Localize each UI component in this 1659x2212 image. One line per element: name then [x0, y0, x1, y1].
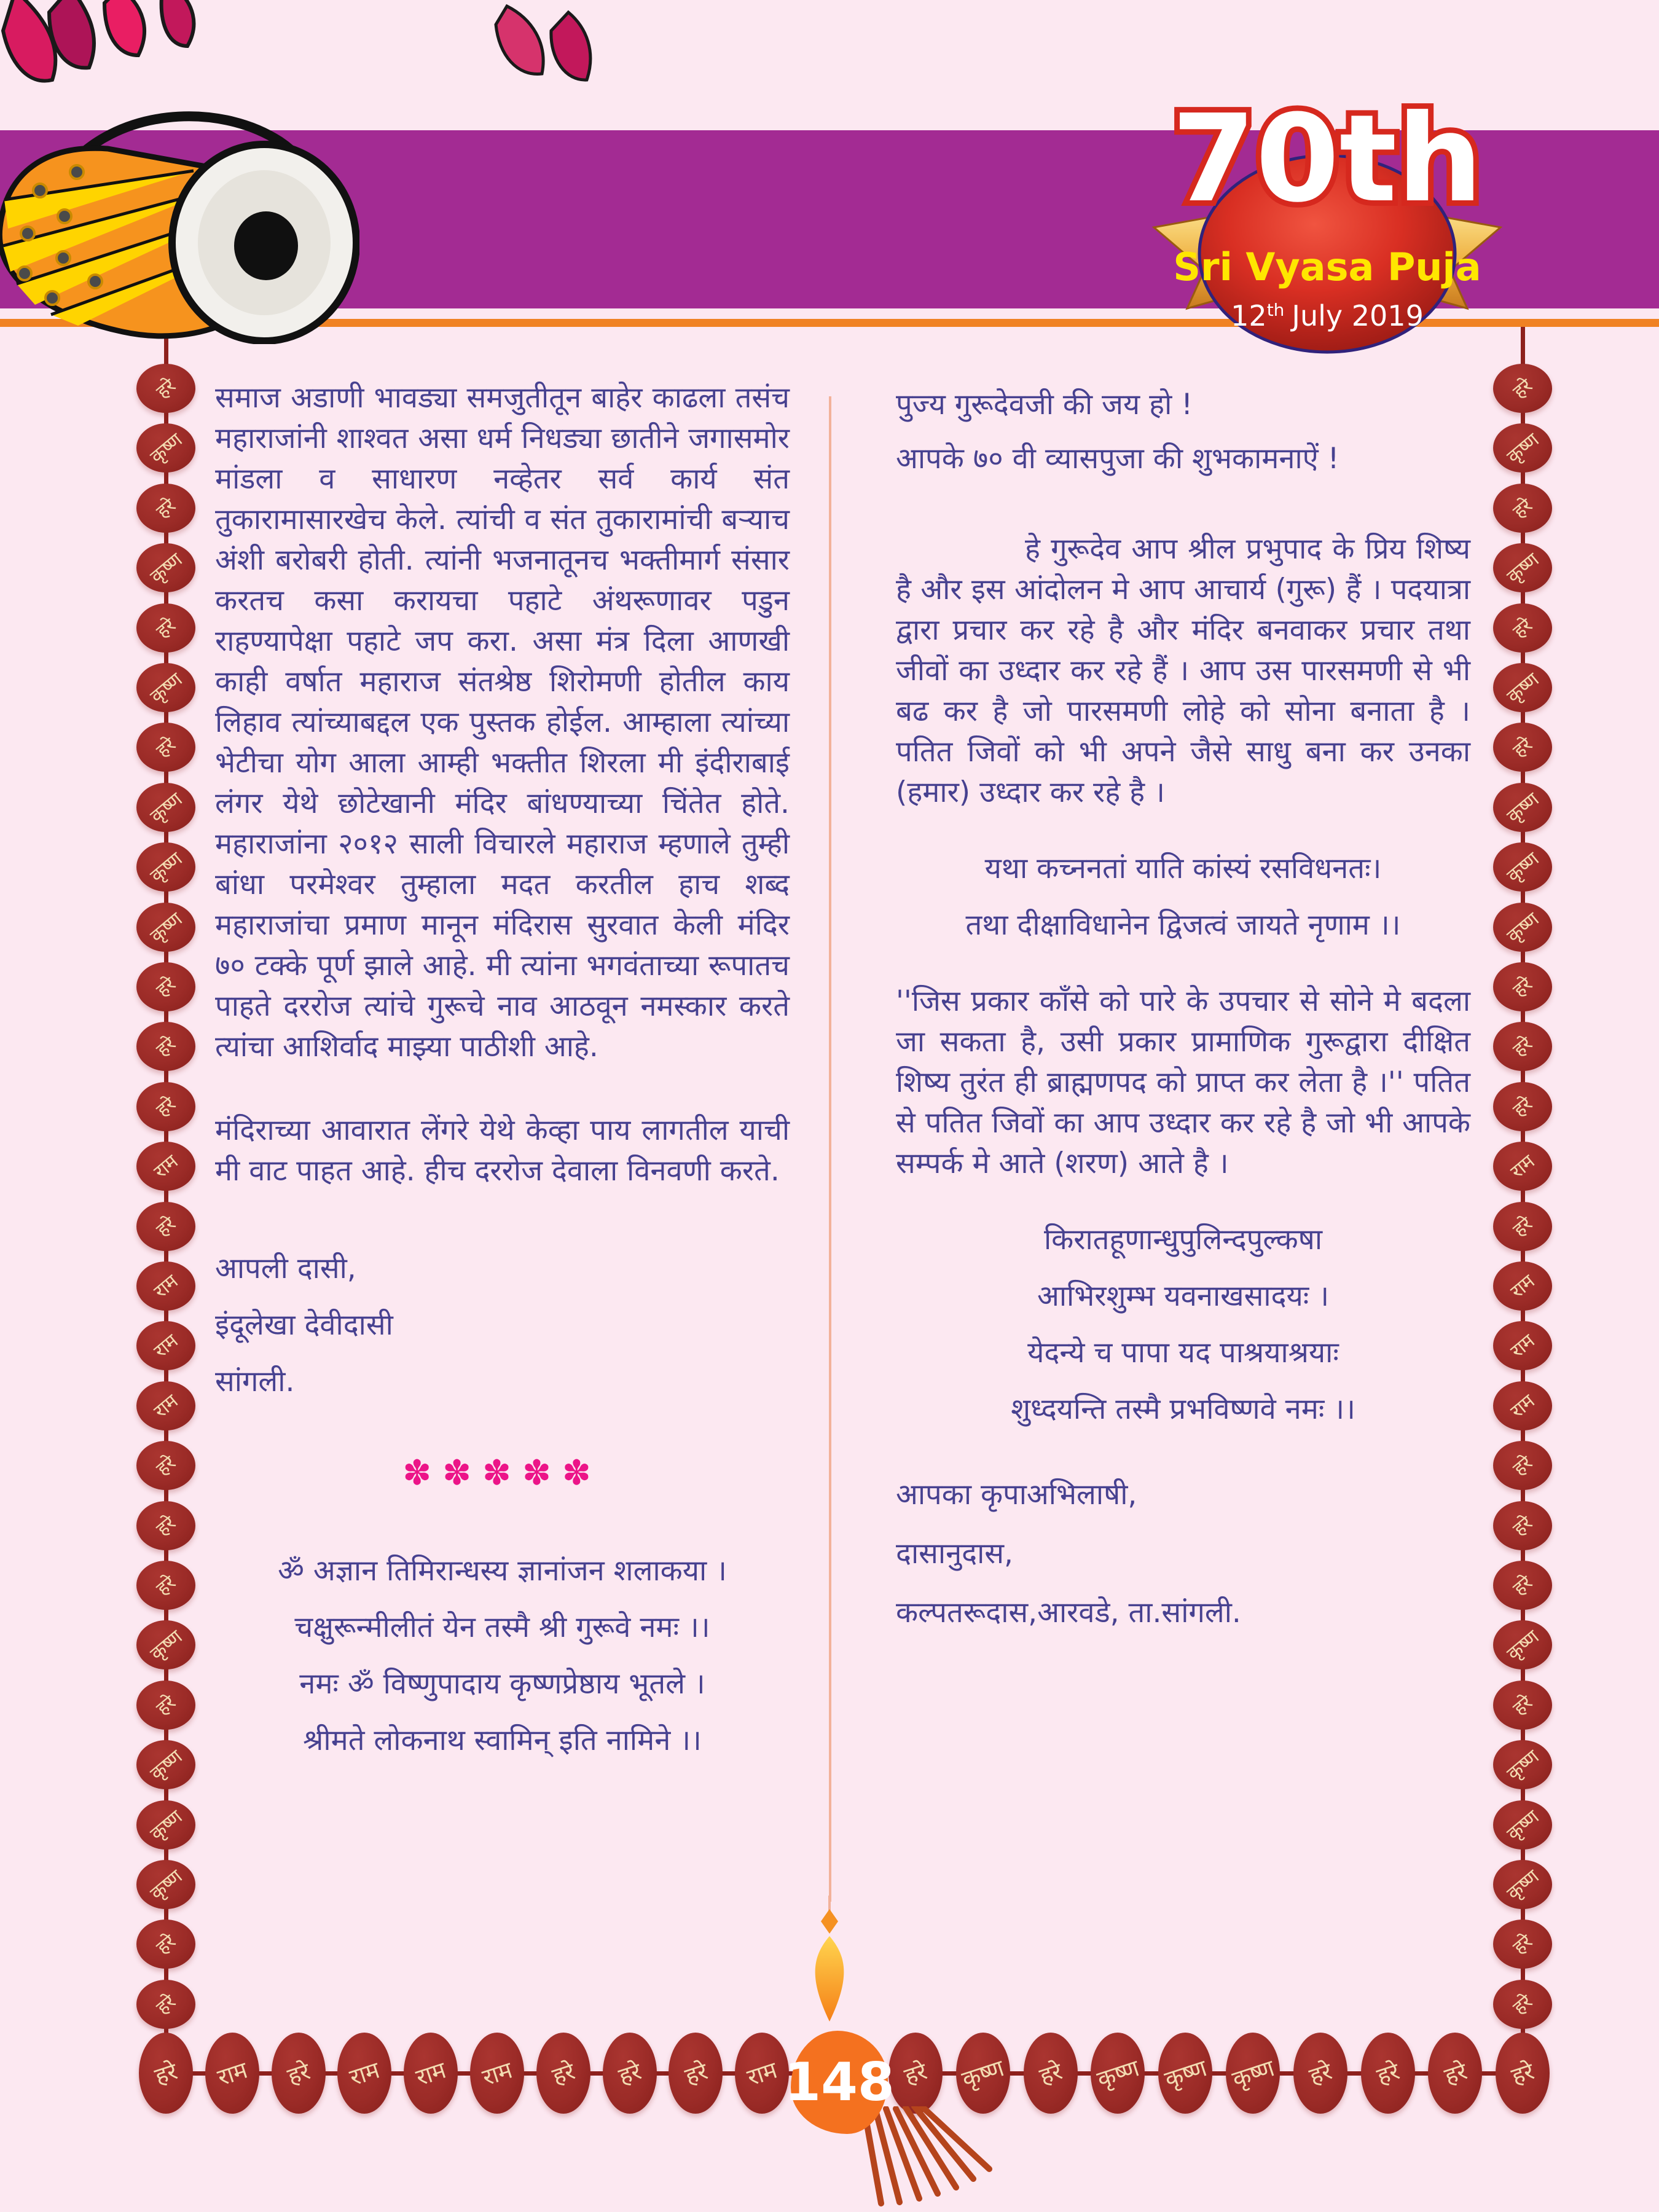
right-shloka1-line-1: यथा कच्ननतां याति कांस्यं रसविधनतः।: [984, 852, 1382, 885]
bead-label: राम: [1507, 1150, 1540, 1183]
right-shloka2-line-3: येदन्ये च पापा यद पाश्रयाश्रयाः: [1027, 1336, 1339, 1370]
bead-label: राम: [150, 1150, 183, 1183]
right-shloka2-line-2: आभिरशुम्भ यवनाखसादयः ।: [1037, 1279, 1330, 1313]
bead-label: हरे: [152, 374, 181, 403]
bead: [1493, 1501, 1552, 1550]
bead-label: कृष्ण: [1502, 1805, 1543, 1845]
bead-label: कृष्ण: [146, 549, 187, 588]
bead-label: कृष्ण: [146, 908, 187, 947]
bead: [1493, 783, 1552, 832]
vyasa-puja-badge: [1149, 73, 1505, 361]
bead-label: राम: [1507, 1390, 1540, 1422]
bead-label: हरे: [1508, 614, 1537, 643]
bead: [136, 1980, 195, 2029]
bead-label: हरे: [152, 1092, 181, 1121]
bead-label: हरे: [152, 973, 181, 1002]
right-salutation-line-1: पुज्य गुरूदेवजी की जय हो !: [896, 388, 1193, 422]
bead-label: हरे: [1508, 973, 1537, 1002]
bead: [1024, 2033, 1078, 2114]
flower-petals-icon: [479, 0, 621, 114]
left-paragraph-1: समाज अडाणी भावड्या समजुतीतून बाहेर काढला तसंच महाराजांनी शाश्वत असा धर्म निधड्या छातीने जगासमोर मांडला व साधारण नव्हेतर सर्व कार्य संत तुकारामासारखेच केले. त्यांची व संत तुकारामांची बऱ्याच अंशी बरोबरी होती. त्यांनी भजनातूनच भक्तीमार्ग संसार करतच कसा करायचा पहाटे अंथरूणावर पडुन राहण्यापेक्षा पहाटे जप करा. असा मंत्र दिला आणखी काही वर्षात महाराज संतश्रेष्ठ शिरोमणी होतील काय लिहाव त्यांच्याबद्दल एक पुस्तक होईल. आम्हाला त्यांच्या भेटीचा योग आला आम्ही भक्तीत शिरला मी इंदीराबाई लंगर येथे छोटेखानी मंदिर बांधण्याच्या चिंतेत होते. महाराजांना २०१२ साली विचारले महाराज म्हणाले तुम्ही बांधा परमेश्वर तुम्हाला मदत करतील हाच शब्द महाराजांचा प्रमाण मानून मंदिरास सुरवात केली मंदिर ७० टक्के पूर्ण झाले आहे. मी त्यांना भगवंताच्या रूपातच पाहते दररोज त्यांचे गुरूचे नाव आठवून नमस्कार करते त्यांचा आशिर्वाद माझ्या पाठीशी आहे.: [215, 381, 790, 1064]
bead-label: राम: [150, 1270, 183, 1303]
bead: [139, 2033, 193, 2114]
bead-label: कृष्ण: [1502, 549, 1543, 588]
bead-label: हरे: [152, 614, 181, 643]
bead: [1493, 1800, 1552, 1849]
bead: [1493, 1740, 1552, 1789]
bead: [1496, 2033, 1550, 2114]
bead-label: कृष्ण: [1502, 908, 1543, 947]
bead-label: हरे: [1508, 1691, 1537, 1720]
bead-label: हरे: [1508, 1512, 1537, 1540]
right-signature-line-1: आपका कृपाअभिलाषी,: [896, 1478, 1137, 1512]
bead: [1091, 2033, 1145, 2114]
bead: [136, 723, 195, 772]
left-signature-line-3: सांगली.: [215, 1365, 295, 1398]
bead: [136, 1860, 195, 1909]
bead-label: हरे: [1508, 1931, 1537, 1959]
bead-label: हरे: [1508, 734, 1537, 763]
bead: [136, 603, 195, 653]
bead: [1493, 1860, 1552, 1909]
right-salutation: [896, 378, 1470, 486]
left-shloka-line-1: ॐ अज्ञान तिमिरान्धस्य ज्ञानांजन शलाकया ।: [278, 1554, 727, 1588]
bead-label: कृष्ण: [1502, 668, 1543, 708]
bead-label: राम: [214, 2056, 251, 2092]
bead: [1493, 603, 1552, 653]
bead: [1493, 1980, 1552, 2029]
bead: [337, 2033, 391, 2114]
bead: [1493, 1681, 1552, 1730]
bead: [136, 543, 195, 592]
bead: [888, 2033, 943, 2114]
bead-label: राम: [347, 2056, 383, 2092]
bead: [136, 1681, 195, 1730]
bead: [136, 663, 195, 712]
bead: [136, 1441, 195, 1490]
bead: [1493, 1261, 1552, 1311]
bead-label: हरे: [1508, 1033, 1537, 1062]
right-signature: [896, 1465, 1470, 1642]
bead: [136, 1501, 195, 1550]
bead: [1493, 842, 1552, 892]
bead-label: हरे: [1508, 1990, 1537, 2019]
bead: [735, 2033, 789, 2114]
bead: [1493, 903, 1552, 952]
bead: [1493, 1620, 1552, 1669]
bead: [136, 1321, 195, 1370]
left-shloka-line-3: नमः ॐ विष्णुपादाय कृष्णप्रेष्ठाय भूतले ।: [299, 1667, 705, 1701]
asterisk-separator: ✽✽✽✽✽: [402, 1453, 602, 1493]
bead-label: कृष्ण: [146, 1746, 187, 1785]
bead: [1493, 1022, 1552, 1071]
bead-label: हरे: [1036, 2057, 1065, 2090]
bead: [136, 1740, 195, 1789]
left-signature-line-2: इंदूलेखा देवीदासी: [215, 1308, 393, 1342]
bead-label: हरे: [152, 734, 181, 763]
bead-label: हरे: [1508, 1571, 1537, 1600]
bead: [136, 962, 195, 1011]
right-signature-line-3: कल्पतरूदास,आरवडे, ता.सांगली.: [896, 1596, 1241, 1630]
right-shloka2-line-1: किरातहूणान्धुपुलिन्दपुल्कषा: [1043, 1223, 1323, 1257]
bead: [1493, 1202, 1552, 1251]
bead-label: हरे: [901, 2057, 931, 2090]
bead: [136, 1142, 195, 1191]
bead: [1493, 723, 1552, 772]
bead-label: हरे: [151, 2057, 181, 2090]
bead-label: हरे: [152, 1212, 181, 1241]
bead: [1226, 2033, 1280, 2114]
bead: [1493, 423, 1552, 473]
bead-label: कृष्ण: [146, 1805, 187, 1845]
bead-label: कृष्ण: [146, 1626, 187, 1666]
bead-label: हरे: [1508, 1451, 1537, 1481]
bead-label: हरे: [615, 2057, 645, 2090]
bead: [136, 1261, 195, 1311]
page-number-badge: [784, 2031, 895, 2134]
bead-label: कृष्ण: [1502, 848, 1543, 887]
bead: [1493, 663, 1552, 712]
bead: [1428, 2033, 1482, 2114]
right-salutation-line-2: आपके ७० वी व्यासपुजा की शुभकामनाऐं !: [896, 442, 1339, 476]
bead-label: हरे: [152, 1931, 181, 1959]
bead: [136, 364, 195, 413]
bead-label: कृष्ण: [1502, 788, 1543, 828]
bead-label: हरे: [152, 494, 181, 523]
bead: [1493, 1441, 1552, 1490]
bead-label: कृष्ण: [146, 788, 187, 828]
bead-label: हरे: [681, 2057, 711, 2090]
divider-ornament-icon: [801, 1896, 858, 2031]
bead-label: कृष्ण: [146, 1865, 187, 1905]
bead-label: हरे: [1306, 2057, 1335, 2090]
bead-label: कृष्ण: [1161, 2054, 1210, 2093]
bead: [136, 1620, 195, 1669]
bead-label: हरे: [1508, 2057, 1538, 2090]
right-text-column: [896, 378, 1470, 1642]
bead-label: हरे: [1373, 2057, 1403, 2090]
bead-label: हरे: [152, 1990, 181, 2019]
bead-label: हरे: [1508, 1212, 1537, 1241]
right-shloka-1: [896, 841, 1470, 954]
right-shloka2-line-4: शुध्दयन्ति तस्मै प्रभविष्णवे नमः ।।: [1011, 1392, 1355, 1426]
dholak-drum-icon: [0, 0, 359, 344]
bead: [1493, 364, 1552, 413]
bead: [1493, 484, 1552, 533]
bead: [1493, 1920, 1552, 1969]
bead-label: कृष्ण: [959, 2054, 1008, 2093]
bead: [1493, 543, 1552, 592]
bead-label: कृष्ण: [146, 429, 187, 469]
bead: [1293, 2033, 1347, 2114]
bead: [1493, 1381, 1552, 1430]
badge-subtitle: Sri Vyasa Puja: [1173, 245, 1481, 289]
bead: [536, 2033, 590, 2114]
bead-label: हरे: [1508, 374, 1537, 403]
page-number: 148: [784, 2052, 895, 2113]
right-paragraph-1: हे गुरूदेव आप श्रील प्रभुपाद के प्रिय शिष्य है और इस आंदोलन मे आप आचार्य (गुरू) हैं । पदयात्रा द्वारा प्रचार कर रहे है और मंदिर बनवाकर प्रचार तथा जीवों का उध्दार कर रहे हैं । आप उस पारसमणी से भी बढ कर है जो पारसमणी लोहे को सोना बनाता है । पतित जिवों को भी अपने जैसे साधु बना कर उनका (हमार) उध्दार कर रहे है ।: [896, 532, 1470, 809]
bead: [205, 2033, 259, 2114]
bead-label: कृष्ण: [1228, 2054, 1277, 2093]
bead: [470, 2033, 524, 2114]
bead-label: कृष्ण: [1502, 429, 1543, 469]
bead-label: कृष्ण: [1502, 1626, 1543, 1666]
badge-title: 70th: [1172, 89, 1483, 229]
bead: [136, 423, 195, 473]
bead-label: कृष्ण: [1502, 1746, 1543, 1785]
badge-date: 12th July 2019: [1231, 299, 1424, 332]
bead: [956, 2033, 1010, 2114]
bead-label: कृष्ण: [146, 848, 187, 887]
bead: [136, 1022, 195, 1071]
bead: [1158, 2033, 1212, 2114]
bead: [603, 2033, 657, 2114]
right-shloka1-line-2: तथा दीक्षाविधानेन द्विजत्वं जायते नृणाम ।।: [965, 908, 1401, 942]
left-signature: [215, 1241, 790, 1410]
bead-label: हरे: [152, 1451, 181, 1481]
bead-label: हरे: [1508, 494, 1537, 523]
bead-label: हरे: [1508, 1092, 1537, 1121]
bead-label: हरे: [284, 2057, 313, 2090]
bead: [136, 1920, 195, 1969]
bead: [136, 1561, 195, 1610]
bead-label: कृष्ण: [146, 668, 187, 708]
bead: [1493, 1321, 1552, 1370]
bead-label: राम: [150, 1330, 183, 1363]
left-paragraph-2: मंदिराच्या आवारात लेंगरे येथे केव्हा पाय लागतील याची मी वाट पाहत आहे. हीच दररोज देवाला विनवणी करते.: [215, 1113, 790, 1188]
bead-label: राम: [1507, 1270, 1540, 1303]
bead: [1493, 962, 1552, 1011]
tassel-fringe-icon: [859, 2106, 1000, 2210]
left-shloka: [215, 1543, 790, 1769]
left-text-column: [215, 378, 790, 1769]
bead: [669, 2033, 723, 2114]
bead-label: हरे: [152, 1691, 181, 1720]
bead: [1493, 1142, 1552, 1191]
bead: [404, 2033, 458, 2114]
right-shloka-2: [896, 1212, 1470, 1438]
bead: [1493, 1082, 1552, 1131]
bead: [136, 1082, 195, 1131]
bead: [136, 1202, 195, 1251]
bead-label: राम: [150, 1390, 183, 1422]
bead-label: हरे: [1440, 2057, 1470, 2090]
bead: [136, 903, 195, 952]
bead-label: कृष्ण: [1502, 1865, 1543, 1905]
right-signature-line-2: दासानुदास,: [896, 1537, 1014, 1571]
bead: [136, 484, 195, 533]
bead-label: राम: [479, 2056, 516, 2092]
bead: [272, 2033, 326, 2114]
bead: [1493, 1561, 1552, 1610]
bead-label: राम: [743, 2056, 781, 2092]
left-shloka-line-4: श्रीमते लोकनाथ स्वामिन् इति नामिने ।।: [303, 1724, 702, 1757]
bead-label: हरे: [152, 1571, 181, 1600]
bead: [1361, 2033, 1415, 2114]
bead: [136, 842, 195, 892]
bead: [136, 1381, 195, 1430]
bead: [136, 1800, 195, 1849]
bead-label: हरे: [549, 2057, 578, 2090]
right-paragraph-2: ''जिस प्रकार काँसे को पारे के उपचार से सोने मे बदला जा सकता है, उसी प्रकार प्रामाणिक गुरूद्वारा दीक्षित शिष्य तुरंत ही ब्राह्मणपद को प्राप्त कर लेता है ।'' पतित से पतित जिवों का आप उध्दार कर रहे है जो भी आपके सम्पर्क मे आते (शरण) आते है ।: [896, 984, 1471, 1180]
bead-label: हरे: [152, 1512, 181, 1540]
bead-label: राम: [1507, 1330, 1540, 1363]
bead: [136, 783, 195, 832]
bead-label: हरे: [152, 1033, 181, 1062]
bead-label: राम: [412, 2056, 450, 2092]
bead-label: कृष्ण: [1094, 2054, 1143, 2093]
column-divider: [829, 396, 831, 1902]
left-signature-line-1: आपली दासी,: [215, 1252, 356, 1285]
left-shloka-line-2: चक्षुरून्मीलीतं येन तस्मै श्री गुरूवे नमः ।।: [294, 1610, 710, 1644]
